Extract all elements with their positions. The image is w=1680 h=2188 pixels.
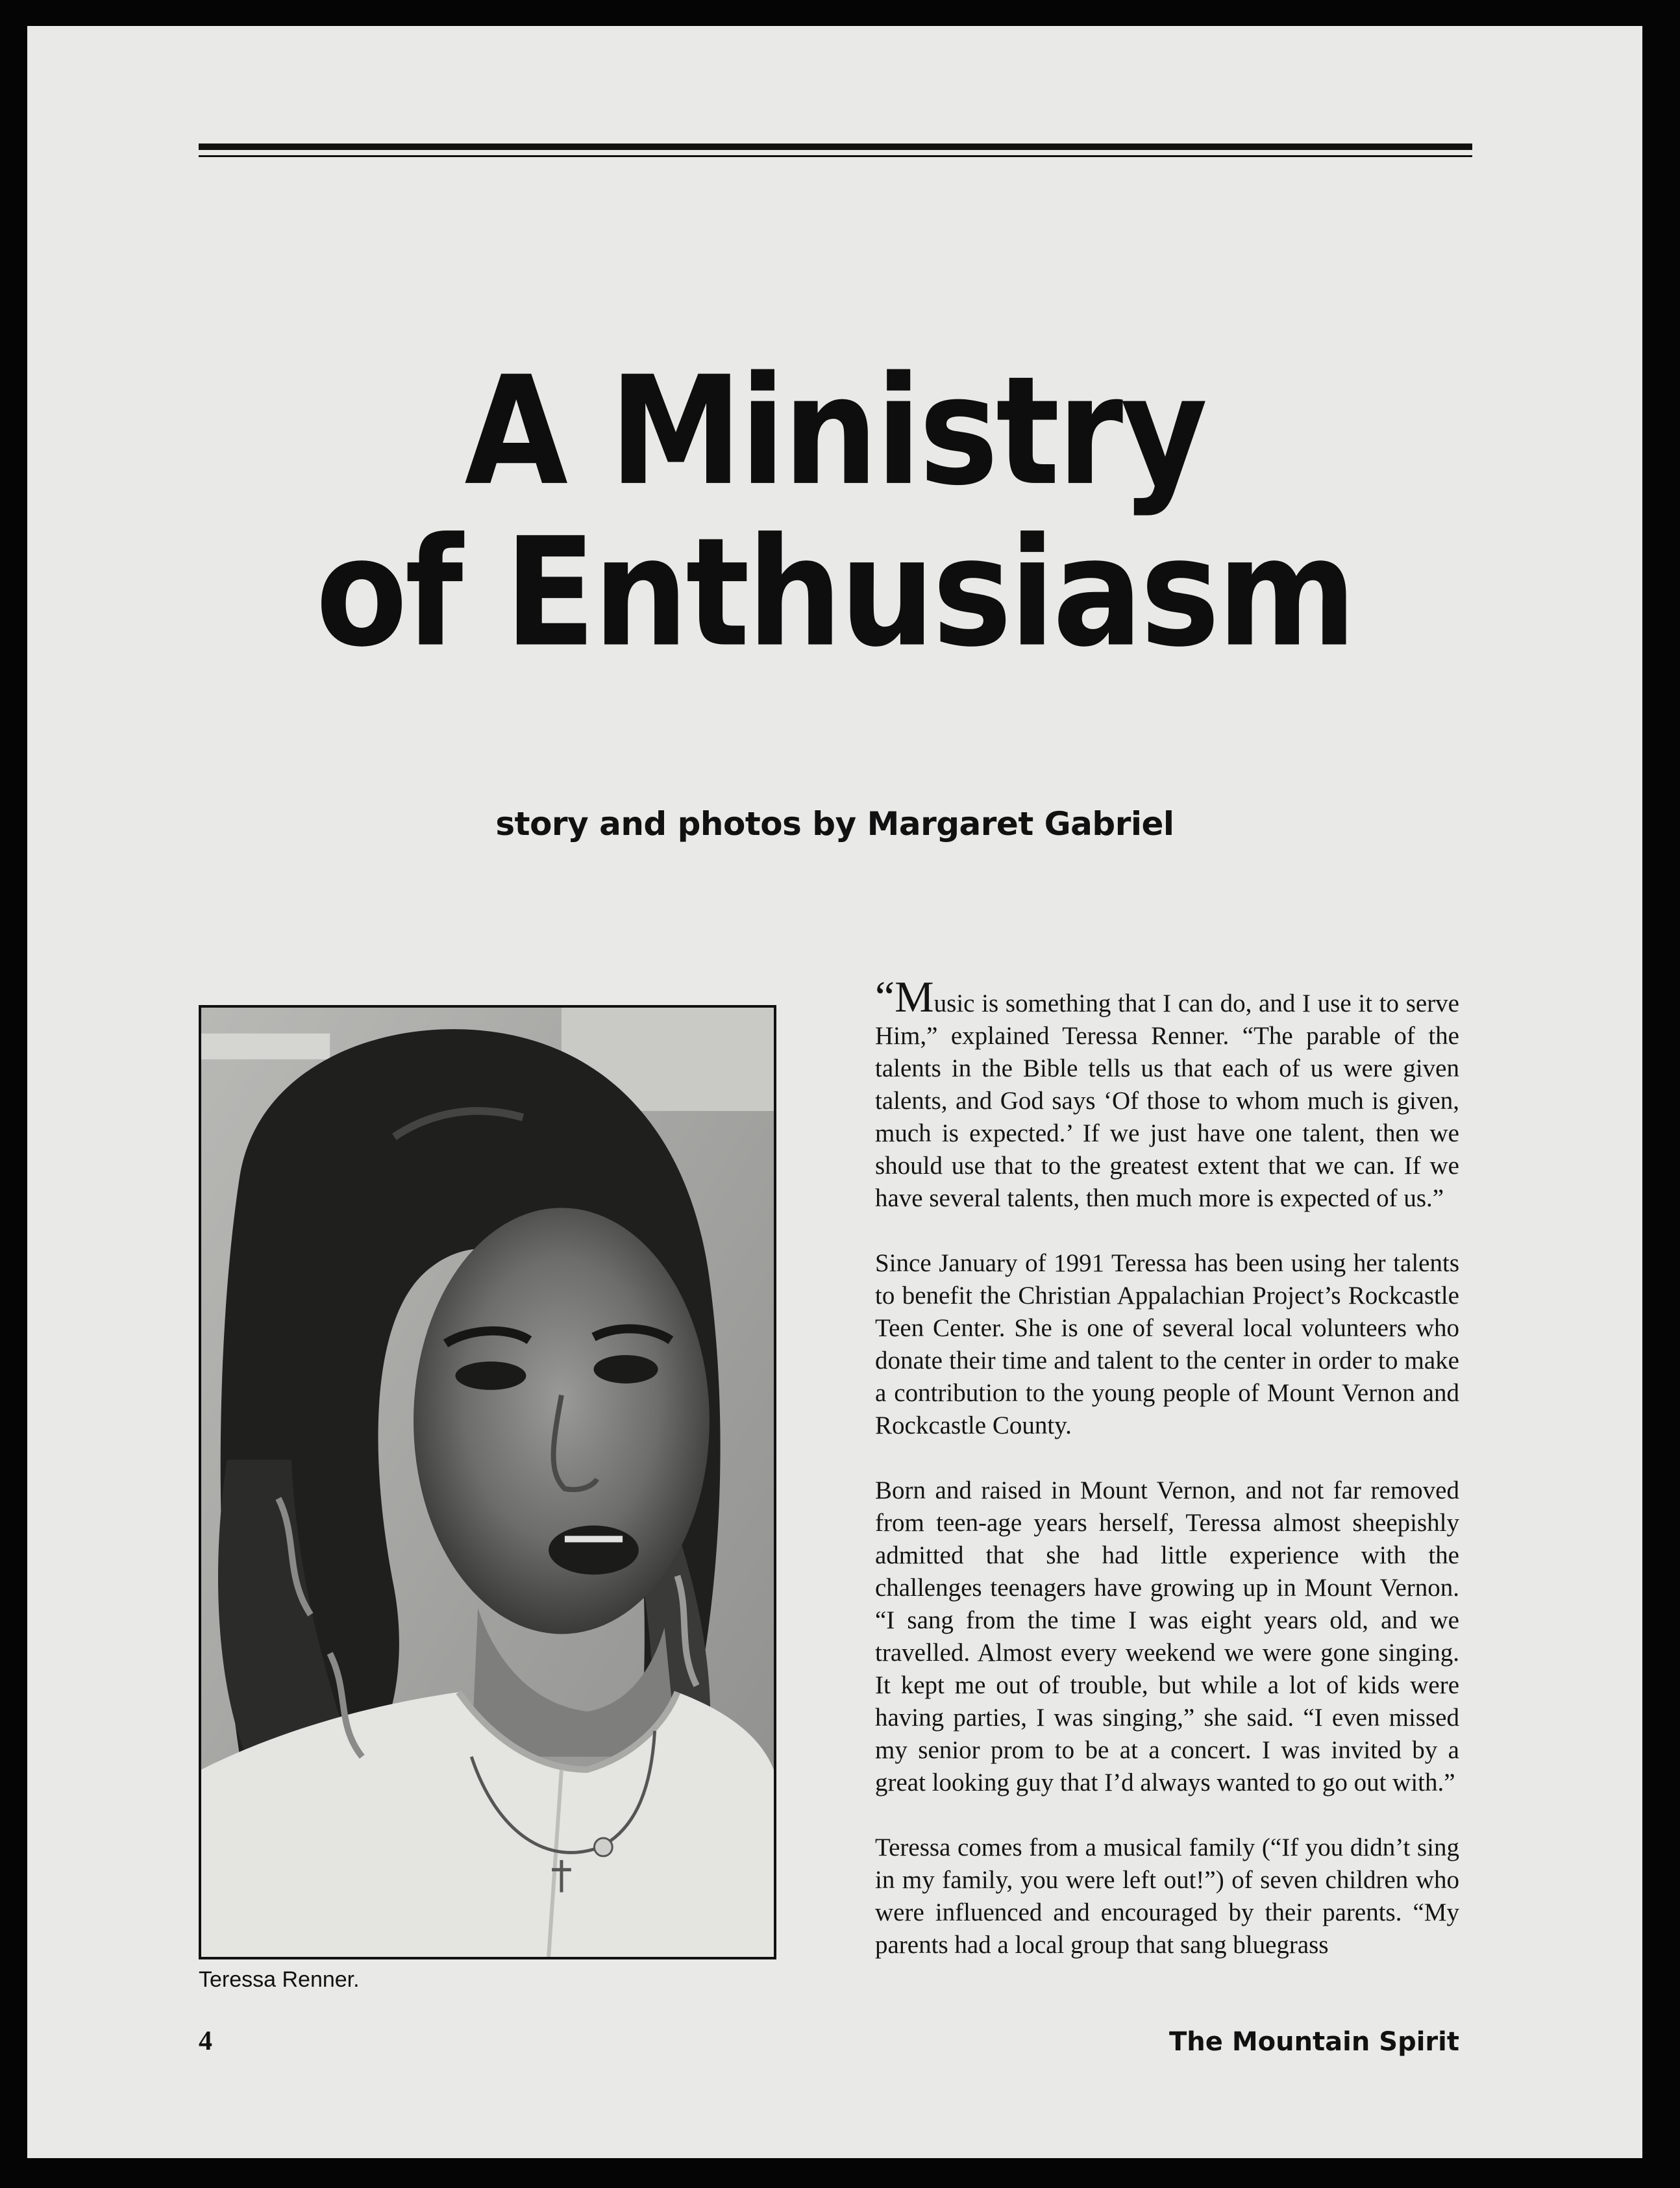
article-body [875,972,1459,1961]
portrait-photo [199,1005,776,1959]
paragraph-2: Since January of 1991 Teressa has been using her talents to benefit the Christian Appalachian Project’s Rockcastle Teen Center. She is one of several local volunteers who donate their time and talent to the center in order to make a contribution to the young people of Mount Vernon and Rockcastle County. [875,1249,1459,1439]
magazine-name: The Mountain Spirit [1169,2027,1459,2057]
paragraph-4: Teressa comes from a musical family (“If you didn’t sing in my family, you were left out!”) of seven children who were influenced and encouraged by their parents. “My parents had a local group that sang bluegrass [875,1834,1459,1959]
paragraph-1 [875,972,1459,1215]
drop-cap: “M [875,972,934,1021]
paragraph-3: Born and raised in Mount Vernon, and not far removed from teen-age years herself, Teressa almost sheepishly admitted that she had little experience with the challenges teenagers have growing up in Mount Vernon. “I sang from the time I was eight years old, and we travelled. Almost every weekend we were gone singing. It kept me out of trouble, but while a lot of kids were having parties, I was singing,” she said. “I even missed my senior prom to be at a concert. I was invited by a great looking guy that I’d always wanted to go out with.” [875,1476,1459,1796]
page-number: 4 [199,2026,212,2056]
paragraph-1-text: usic is something that I can do, and I use it to serve Him,” explained Teressa Renner. “The parable of the talents in the Bible tells us that each of us were given talents, and God says ‘Of those to whom much is given, much is expected.’ If we just have one talent, then we should use that to the greatest extent that we can. If we have several talents, then much more is expected of us.” [875,989,1459,1212]
title-line-1: A Ministry [464,343,1205,519]
title-line-2: of Enthusiasm [315,505,1354,680]
portrait-image [201,1008,774,1957]
photo-caption: Teressa Renner. [199,1967,360,1992]
top-rule-thick [199,143,1472,150]
magazine-page [27,26,1642,2158]
byline: story and photos by Margaret Gabriel [495,805,1174,843]
top-rule-thin [199,155,1472,157]
article-title [27,343,1642,680]
